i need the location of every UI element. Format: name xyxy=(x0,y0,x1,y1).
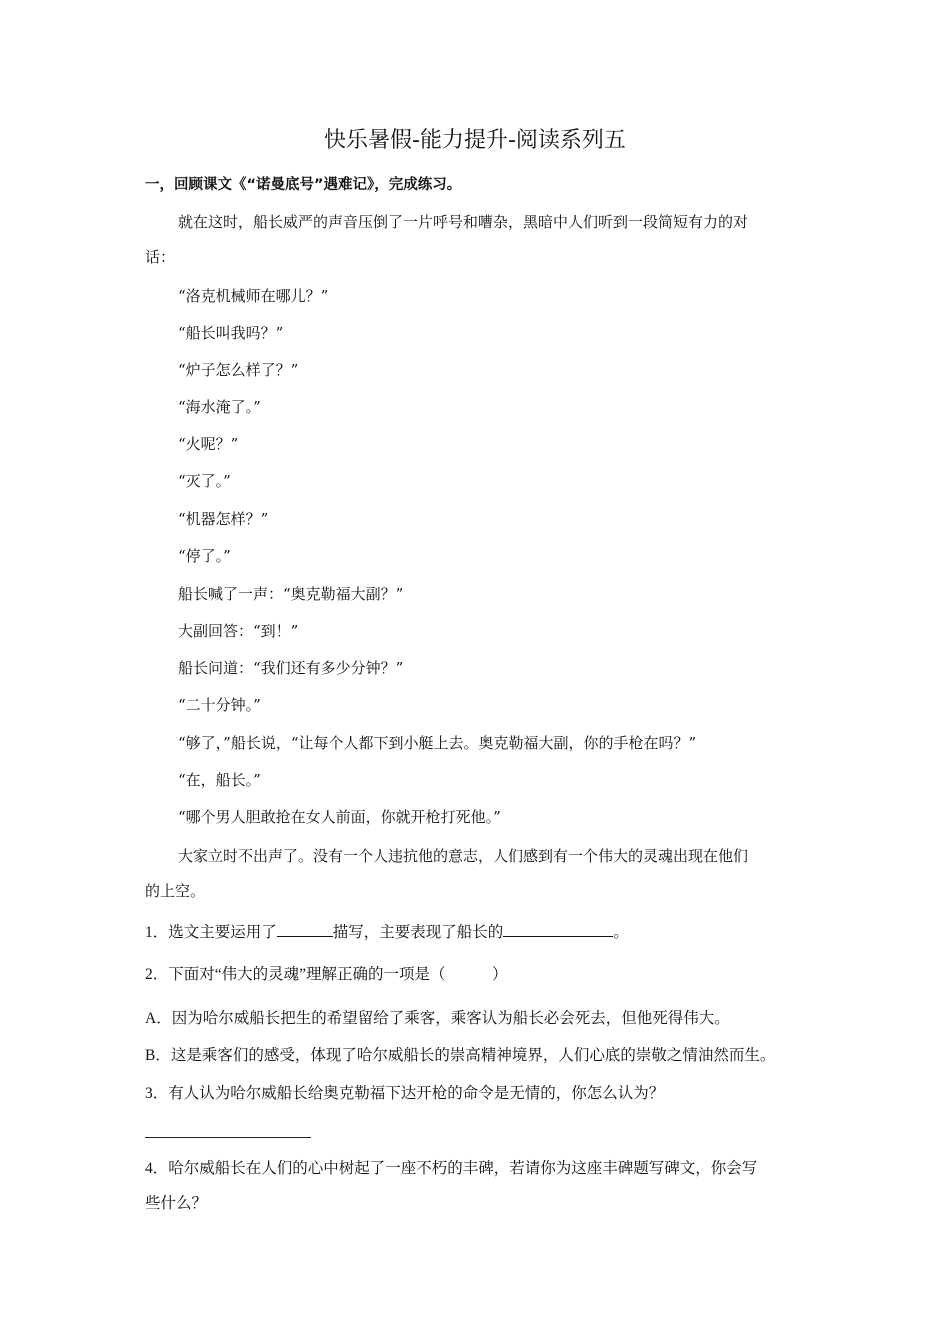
question-3: 3．有人认为哈尔威船长给奥克勒福下达开枪的命令是无情的，你怎么认为？ xyxy=(145,1085,665,1102)
dialogue-line: “灭了。” xyxy=(178,472,231,490)
dialogue-line: “二十分钟。” xyxy=(178,696,261,714)
dialogue-line: 船长喊了一声：“奥克勒福大副？” xyxy=(178,585,404,603)
dialogue-line: “船长叫我吗？” xyxy=(178,324,284,342)
dialogue-line: “炉子怎么样了？” xyxy=(178,361,299,379)
answer-blank-1[interactable] xyxy=(277,920,333,937)
dialogue-line: “够了，”船长说，“让每个人都下到小艇上去。奥克勒福大副，你的手枪在吗？” xyxy=(178,734,697,752)
question-2-option-b: B．这是乘客们的感受，体现了哈尔威船长的崇高精神境界，人们心底的崇敬之情油然而生。 xyxy=(145,1047,776,1064)
passage-closing-line-2: 的上空。 xyxy=(145,882,206,900)
dialogue-line: 船长问道：“我们还有多少分钟？” xyxy=(178,659,404,677)
page-title: 快乐暑假-能力提升-阅读系列五 xyxy=(324,128,626,153)
dialogue-line: “洛克机械师在哪儿？” xyxy=(178,287,329,305)
dialogue-line: “机器怎样？” xyxy=(178,510,269,528)
dialogue-line: “停了。” xyxy=(178,547,231,565)
passage-intro-line-2: 话： xyxy=(145,248,176,266)
dialogue-line: 大副回答：“到！” xyxy=(178,622,299,640)
passage-closing-line-1: 大家立时不出声了。没有一个人违抗他的意志，人们感到有一个伟大的灵魂出现在他们 xyxy=(178,847,749,865)
question-1 xyxy=(145,920,629,944)
question-3-answer-line[interactable] xyxy=(145,1137,311,1138)
question-2-option-a: A．因为哈尔威船长把生的希望留给了乘客，乘客认为船长必会死去，但他死得伟大。 xyxy=(145,1010,730,1027)
question-1-part-b: 描写，主要表现了船长的 xyxy=(332,924,504,941)
dialogue-line: “哪个男人胆敢抢在女人前面，你就开枪打死他。” xyxy=(178,808,501,826)
question-1-part-a: 1．选文主要运用了 xyxy=(145,924,277,941)
passage-intro-line-1: 就在这时，船长威严的声音压倒了一片呼号和嘈杂，黑暗中人们听到一段简短有力的对 xyxy=(178,213,749,231)
question-4-line-1: 4．哈尔威船长在人们的心中树起了一座不朽的丰碑，若请你为这座丰碑题写碑文，你会写 xyxy=(145,1160,758,1177)
question-2: 2．下面对“伟大的灵魂”理解正确的一项是（ ） xyxy=(145,966,508,983)
question-1-part-c: 。 xyxy=(613,924,629,941)
section-heading: 一，回顾课文《“诺曼底号”遇难记》，完成练习。 xyxy=(145,177,462,193)
question-4-line-2: 些什么？ xyxy=(145,1195,208,1212)
answer-blank-2[interactable] xyxy=(503,920,613,937)
dialogue-line: “在，船长。” xyxy=(178,771,261,789)
dialogue-line: “海水淹了。” xyxy=(178,398,261,416)
dialogue-line: “火呢？” xyxy=(178,435,239,453)
